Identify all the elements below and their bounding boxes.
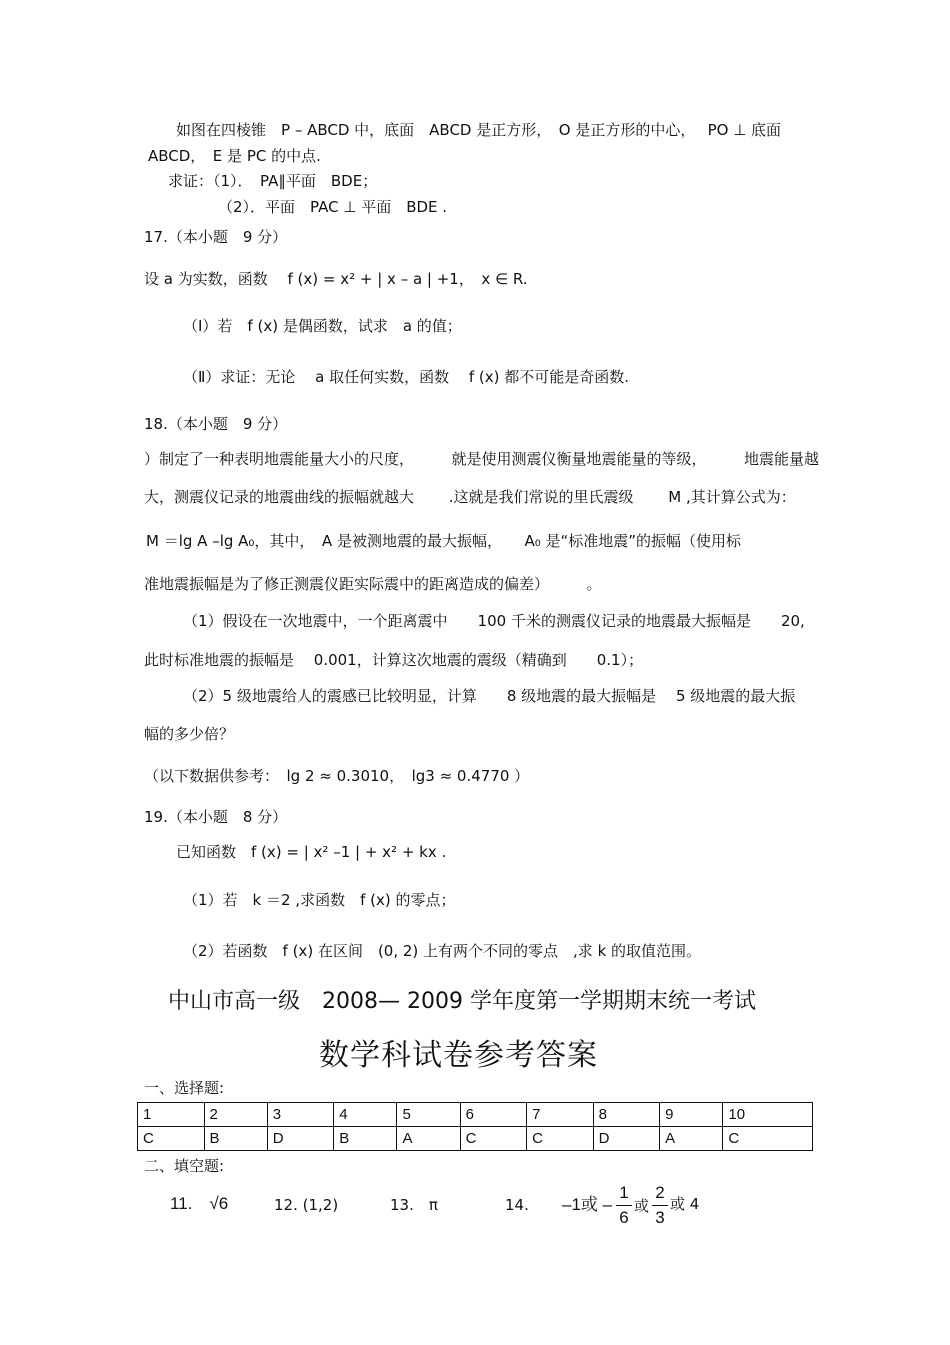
table-cell: 1 <box>138 1103 205 1127</box>
section-fill-title: 二、填空题: <box>144 1157 225 1175</box>
exam-title: 中山市高一级 2008— 2009 学年度第一学期期末统一考试 <box>168 989 756 1014</box>
table-cell: 9 <box>660 1103 723 1127</box>
table-cell: B <box>334 1127 397 1151</box>
table-cell: 10 <box>723 1103 813 1127</box>
q18-header: 18.（本小题 9 分） <box>144 415 288 433</box>
table-cell: C <box>460 1127 527 1151</box>
q18-part2-b: 幅的多少倍？ <box>144 725 235 743</box>
table-cell: 3 <box>267 1103 334 1127</box>
q19-stem: 已知函数 f (x) = | x² –1 | + x² + kx . <box>176 843 447 861</box>
table-cell: C <box>138 1127 205 1151</box>
section-choice-title: 一、选择题: <box>144 1079 225 1097</box>
q16-prove2: （2）．平面 PAC ⊥ 平面 BDE . <box>218 198 448 216</box>
table-row-answers <box>138 1127 813 1151</box>
choice-answer-table <box>137 1102 813 1151</box>
table-row-question-numbers <box>138 1103 813 1127</box>
fraction-numerator: 2 <box>655 1183 665 1202</box>
fill-answer-12: 12. (1,2) <box>274 1196 339 1214</box>
q18-part1-a: （1）假设在一次地震中，一个距离震中 100 千米的测震仪记录的地震最大振幅是 20, <box>183 612 805 630</box>
q16-line1: 如图在四棱锥 P – ABCD 中，底面 ABCD 是正方形， O 是正方形的中心， PO ⊥ 底面 <box>176 121 782 139</box>
table-cell: 2 <box>204 1103 267 1127</box>
q17-part1: （Ⅰ）若 f (x) 是偶函数，试求 a 的值； <box>183 317 462 335</box>
table-cell: 7 <box>527 1103 594 1127</box>
fill-answer-14-or: 或 <box>634 1197 650 1215</box>
q18-part2-a: （2）5 级地震给人的震感已比较明显，计算 8 级地震的最大振幅是 5 级地震的最大振 <box>183 687 796 705</box>
q19-part1: （1）若 k ＝2 ,求函数 f (x) 的零点； <box>183 891 456 909</box>
q16-prove1: 求证：（1）． PA∥平面 BDE； <box>168 172 378 190</box>
fraction-one-sixth <box>616 1183 632 1228</box>
q18-line4: 准地震振幅是为了修正测震仪距实际震中的距离造成的偏差） 。 <box>144 575 602 593</box>
fraction-denominator: 6 <box>619 1208 629 1227</box>
fraction-two-thirds <box>652 1183 668 1228</box>
answer-main-title: 数学科试卷参考答案 <box>319 1038 598 1073</box>
table-cell: 8 <box>593 1103 660 1127</box>
q18-line1: ）制定了一种表明地震能量大小的尺度， 就是使用测震仪衡量地震能量的等级， 地震能量越 <box>144 450 820 468</box>
fill-answer-14-prefix: –1或 – <box>562 1195 613 1214</box>
fraction-bar <box>652 1205 668 1206</box>
q18-line2: 大，测震仪记录的地震曲线的振幅就越大 .这就是我们常说的里氏震级 M ,其计算公式为： <box>144 488 796 506</box>
q17-stem: 设 a 为实数，函数 f (x) = x² + | x – a | +1， x ∈ R. <box>144 270 528 288</box>
table-cell: C <box>723 1127 813 1151</box>
fill-answer-13: 13. π <box>390 1196 438 1214</box>
table-cell: 4 <box>334 1103 397 1127</box>
table-cell: D <box>267 1127 334 1151</box>
q17-header: 17.（本小题 9 分） <box>144 228 288 246</box>
q16-line2: ABCD， E 是 PC 的中点. <box>148 147 321 165</box>
table-cell: D <box>593 1127 660 1151</box>
q18-formula-line: M ＝lg A –lg A₀，其中， A 是被测地震的最大振幅， A₀ 是“标准地震”的振幅（使用标 <box>146 532 742 550</box>
q18-part1-b: 此时标准地震的振幅是 0.001，计算这次地震的震级（精确到 0.1）； <box>144 651 644 669</box>
fill-answer-14-label: 14. <box>505 1196 529 1214</box>
table-cell: A <box>397 1127 460 1151</box>
fraction-denominator: 3 <box>655 1208 665 1227</box>
fill-answer-11: 11. √6 <box>170 1194 229 1213</box>
q19-header: 19.（本小题 8 分） <box>144 808 288 826</box>
table-cell: C <box>527 1127 594 1151</box>
table-cell: A <box>660 1127 723 1151</box>
fraction-numerator: 1 <box>619 1183 629 1202</box>
fill-answer-14-suffix: 或 4 <box>670 1195 700 1213</box>
table-cell: B <box>204 1127 267 1151</box>
q17-part2: （Ⅱ）求证：无论 a 取任何实数，函数 f (x) 都不可能是奇函数. <box>183 368 630 386</box>
fraction-bar <box>616 1205 632 1206</box>
q18-reference: （以下数据供参考： lg 2 ≈ 0.3010， lg3 ≈ 0.4770 ） <box>144 767 530 785</box>
table-cell: 6 <box>460 1103 527 1127</box>
table-cell: 5 <box>397 1103 460 1127</box>
q19-part2: （2）若函数 f (x) 在区间 (0, 2) 上有两个不同的零点 ,求 k 的取值范围。 <box>183 942 702 960</box>
